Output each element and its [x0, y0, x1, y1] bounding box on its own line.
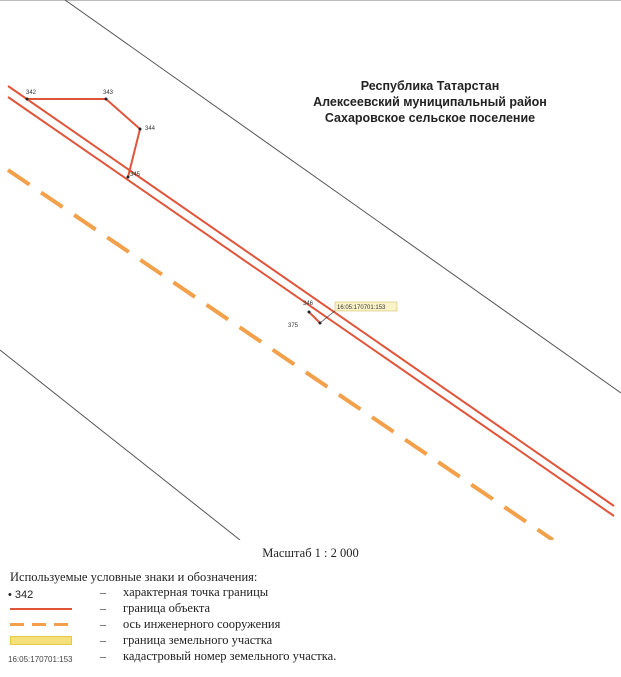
dashed-line-swatch — [10, 623, 72, 626]
legend-symbol-point — [8, 585, 78, 601]
legend-text-engineering-axis: ось инженерного сооружения — [123, 617, 281, 631]
point-label-342: 342 — [26, 90, 37, 96]
legend-dash: – — [100, 649, 106, 663]
title-republic: Республика Татарстан — [360, 79, 500, 93]
road-edge-lower — [0, 350, 240, 540]
legend-title: Используемые условные знаки и обозначения: — [10, 570, 258, 584]
legend-symbol-cadastral — [8, 649, 78, 665]
object-boundary-line-1 — [8, 86, 614, 506]
road-edge-upper — [65, 0, 621, 393]
legend-symbol-engineering-axis — [8, 617, 78, 633]
legend-point-sample: • 342 — [8, 589, 34, 601]
map-title — [300, 78, 560, 126]
point-marker-342 — [26, 98, 29, 101]
point-label-345: 345 — [130, 172, 141, 178]
legend — [8, 585, 608, 665]
legend-text-object-boundary: граница объекта — [123, 601, 211, 615]
cadastral-number-label: 16:05:170701:153 — [337, 305, 386, 311]
legend-dash: – — [100, 601, 106, 615]
legend-cadastral-sample: 16:05:170701:153 — [8, 655, 73, 664]
legend-text-point: характерная точка границы — [123, 585, 269, 599]
engineering-axis-line — [8, 170, 553, 540]
point-marker-343 — [105, 98, 108, 101]
point-label-343: 343 — [103, 90, 114, 96]
point-label-375: 375 — [288, 323, 299, 329]
point-marker-344 — [139, 128, 142, 131]
solid-line-swatch — [10, 608, 72, 610]
legend-symbol-object-boundary — [8, 601, 78, 617]
object-boundary-connector — [309, 312, 320, 323]
legend-item — [8, 617, 608, 633]
legend-text-cadastral: кадастровый номер земельного участка. — [123, 649, 337, 663]
legend-item — [8, 585, 608, 601]
legend-item — [8, 649, 608, 665]
yellow-box-swatch — [10, 636, 72, 645]
legend-dash: – — [100, 633, 106, 647]
point-label-346: 346 — [303, 301, 314, 307]
legend-text-land-plot: граница земельного участка — [123, 633, 273, 647]
title-settlement: Сахаровское сельское поселение — [324, 111, 536, 125]
legend-symbol-land-plot — [8, 633, 78, 649]
legend-dash: – — [100, 617, 106, 631]
legend-item — [8, 633, 608, 649]
legend-item — [8, 601, 608, 617]
scale-text: Масштаб 1 : 2 000 — [262, 546, 359, 560]
point-marker-346 — [308, 311, 311, 314]
legend-dash: – — [100, 585, 106, 599]
title-district: Алексеевский муниципальный район — [313, 95, 547, 109]
point-label-344: 344 — [145, 126, 156, 132]
